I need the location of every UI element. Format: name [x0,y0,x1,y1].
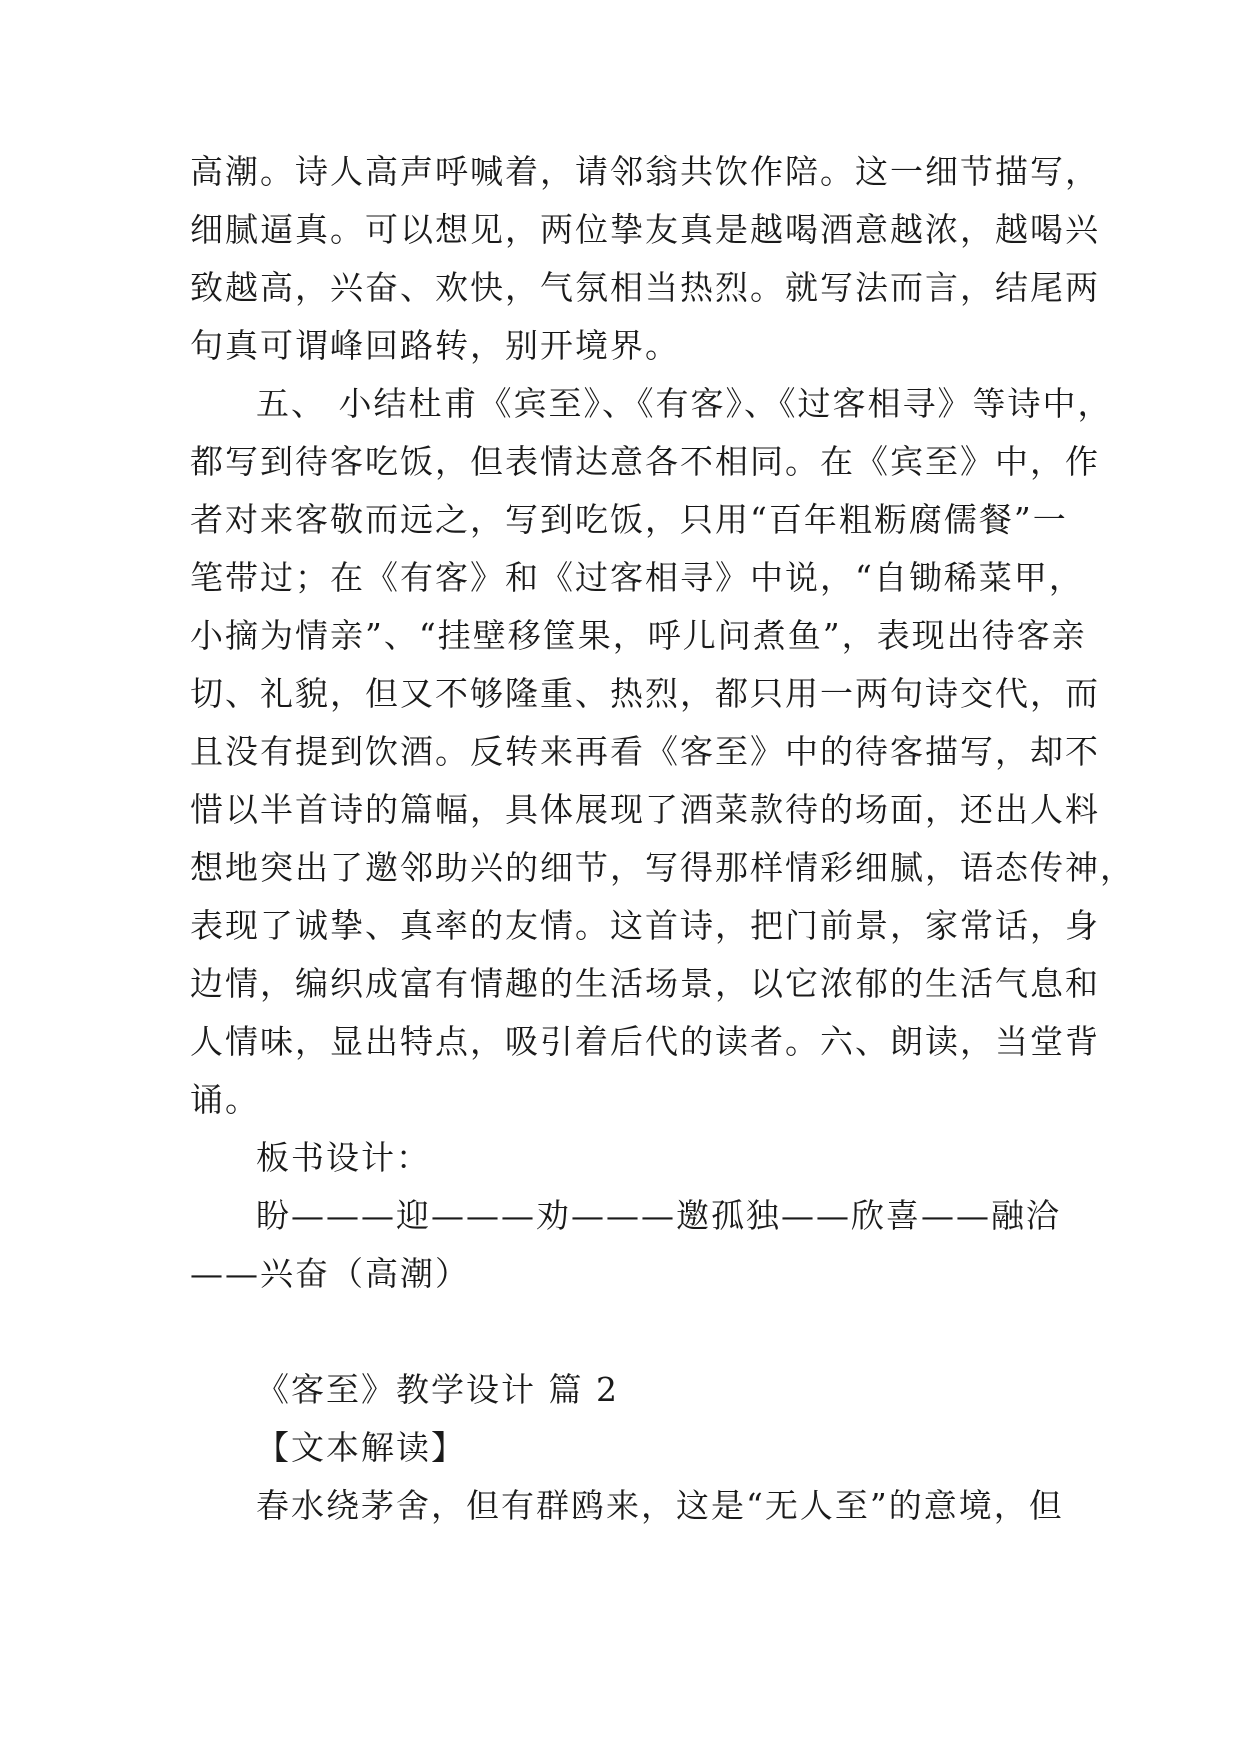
paragraph-line: 人情味，显出特点，吸引着后代的读者。六、朗读，当堂背 [190,1022,1100,1061]
paragraph-line: 切、礼貌，但又不够隆重、热烈，都只用一两句诗交代，而 [190,674,1100,713]
paragraph-line: 春水绕茅舍，但有群鸥来，这是“无人至”的意境，但 [256,1486,1064,1525]
paragraph-line: 笔带过；在《有客》和《过客相寻》中说，“自锄稀菜甲， [190,558,1084,597]
paragraph-line: 者对来客敬而远之，写到吃饭，只用“百年粗粝腐儒餐”一 [190,500,1068,539]
paragraph-line: 表现了诚挚、真率的友情。这首诗，把门前景，家常话，身 [190,906,1100,945]
paragraph-line: 高潮。诗人高声呼喊着，请邻翁共饮作陪。这一细节描写， [190,152,1100,191]
board-design-heading: 板书设计： [256,1138,431,1177]
paragraph-line: 细腻逼真。可以想见，两位挚友真是越喝酒意越浓，越喝兴 [190,210,1100,249]
paragraph-line: 句真可谓峰回路转，别开境界。 [190,326,680,365]
section-title: 《客至》教学设计 篇 2 [256,1370,619,1409]
paragraph-line: 且没有提到饮酒。反转来再看《客至》中的待客描写，却不 [190,732,1100,771]
board-design-line: ——兴奋（高潮） [190,1254,470,1293]
subsection-heading: 【文本解读】 [256,1428,466,1467]
paragraph-line: 都写到待客吃饭，但表情达意各不相同。在《宾至》中，作 [190,442,1100,481]
board-design-line: 盼———迎———劝———邀孤独——欣喜——融洽 [256,1196,1061,1235]
paragraph-line: 边情，编织成富有情趣的生活场景，以它浓郁的生活气息和 [190,964,1100,1003]
paragraph-line: 惜以半首诗的篇幅，具体展现了酒菜款待的场面，还出人料 [190,790,1100,829]
section-heading-summary: 五、 小结杜甫《宾至》、《有客》、《过客相寻》等诗中， [256,384,1113,423]
paragraph-line: 诵。 [190,1080,260,1119]
paragraph-line: 致越高，兴奋、欢快，气氛相当热烈。就写法而言，结尾两 [190,268,1100,307]
paragraph-line: 小摘为情亲”、“挂壁移筐果，呼儿问煮鱼”，表现出待客亲 [190,616,1087,655]
paragraph-line: 想地突出了邀邻助兴的细节，写得那样情彩细腻，语态传神， [190,848,1135,887]
